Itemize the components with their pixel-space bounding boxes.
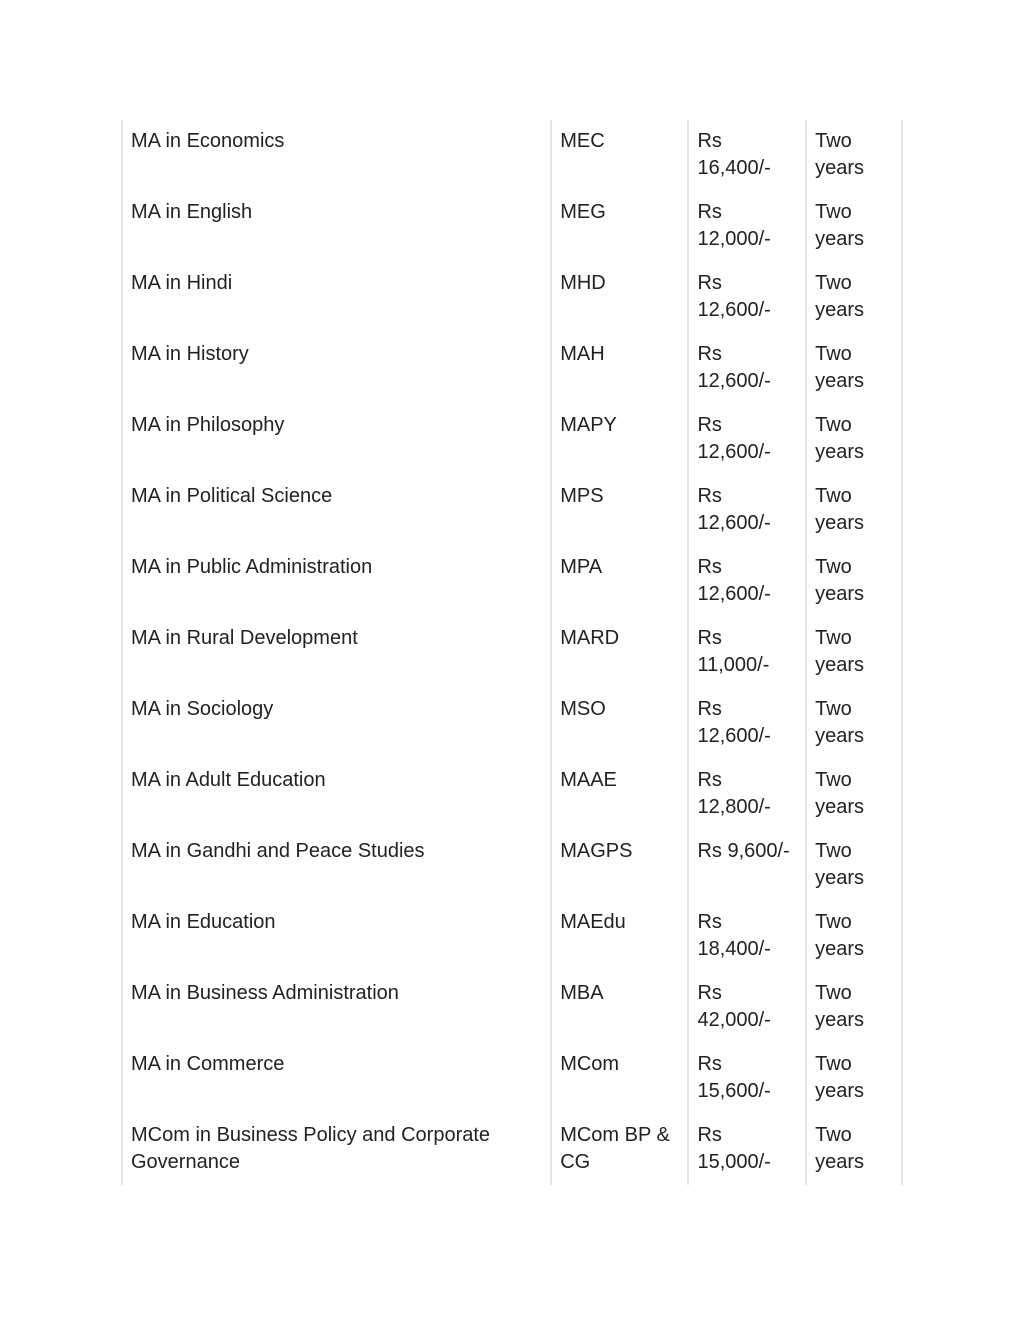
table-row xyxy=(122,475,902,546)
programme-name-cell: MA in Business Administration xyxy=(122,972,551,1043)
programme-name-cell: MA in Sociology xyxy=(122,688,551,759)
programme-duration-cell: Two years xyxy=(806,1114,902,1185)
programme-fee-cell: Rs 18,400/- xyxy=(688,901,806,972)
programme-name-cell: MA in Rural Development xyxy=(122,617,551,688)
programme-code-cell: MCom xyxy=(551,1043,688,1114)
programme-duration-cell: Two years xyxy=(806,1043,902,1114)
programme-code-cell: MHD xyxy=(551,262,688,333)
programme-fee-cell: Rs 16,400/- xyxy=(688,120,806,191)
table-row xyxy=(122,1114,902,1185)
programme-code-cell: MARD xyxy=(551,617,688,688)
programme-fee-cell: Rs 12,600/- xyxy=(688,404,806,475)
programme-duration-cell: Two years xyxy=(806,333,902,404)
programme-duration-cell: Two years xyxy=(806,830,902,901)
programme-fee-cell: Rs 11,000/- xyxy=(688,617,806,688)
table-row xyxy=(122,333,902,404)
programme-code-cell: MAAE xyxy=(551,759,688,830)
table-row xyxy=(122,617,902,688)
programme-duration-cell: Two years xyxy=(806,475,902,546)
programme-duration-cell: Two years xyxy=(806,120,902,191)
table-row xyxy=(122,972,902,1043)
programme-duration-cell: Two years xyxy=(806,617,902,688)
programme-duration-cell: Two years xyxy=(806,901,902,972)
programme-code-cell: MCom BP & CG xyxy=(551,1114,688,1185)
programme-fee-cell: Rs 9,600/- xyxy=(688,830,806,901)
programme-duration-cell: Two years xyxy=(806,759,902,830)
programme-code-cell: MPA xyxy=(551,546,688,617)
programme-fee-cell: Rs 12,600/- xyxy=(688,475,806,546)
programme-fee-cell: Rs 15,600/- xyxy=(688,1043,806,1114)
table-row xyxy=(122,688,902,759)
table-row xyxy=(122,546,902,617)
programme-fee-cell: Rs 42,000/- xyxy=(688,972,806,1043)
programme-duration-cell: Two years xyxy=(806,404,902,475)
programme-name-cell: MA in History xyxy=(122,333,551,404)
programme-name-cell: MA in Hindi xyxy=(122,262,551,333)
programme-code-cell: MEC xyxy=(551,120,688,191)
programme-fee-table xyxy=(121,120,903,1185)
programme-name-cell: MA in Commerce xyxy=(122,1043,551,1114)
programme-duration-cell: Two years xyxy=(806,688,902,759)
table-row xyxy=(122,1043,902,1114)
programme-code-cell: MAH xyxy=(551,333,688,404)
programme-duration-cell: Two years xyxy=(806,972,902,1043)
programme-fee-cell: Rs 15,000/- xyxy=(688,1114,806,1185)
programme-name-cell: MA in Economics xyxy=(122,120,551,191)
programme-code-cell: MPS xyxy=(551,475,688,546)
programme-code-cell: MSO xyxy=(551,688,688,759)
table-row xyxy=(122,262,902,333)
programme-code-cell: MEG xyxy=(551,191,688,262)
programme-code-cell: MAGPS xyxy=(551,830,688,901)
table-row xyxy=(122,404,902,475)
programme-name-cell: MA in Public Administration xyxy=(122,546,551,617)
programme-name-cell: MA in Gandhi and Peace Studies xyxy=(122,830,551,901)
programme-fee-cell: Rs 12,800/- xyxy=(688,759,806,830)
table-row xyxy=(122,191,902,262)
programme-code-cell: MBA xyxy=(551,972,688,1043)
programme-fee-cell: Rs 12,600/- xyxy=(688,688,806,759)
programme-name-cell: MCom in Business Policy and Corporate Governance xyxy=(122,1114,551,1185)
programme-name-cell: MA in Education xyxy=(122,901,551,972)
programme-name-cell: MA in English xyxy=(122,191,551,262)
table-row xyxy=(122,120,902,191)
programme-code-cell: MAPY xyxy=(551,404,688,475)
programme-fee-cell: Rs 12,600/- xyxy=(688,262,806,333)
table-row xyxy=(122,901,902,972)
table-row xyxy=(122,759,902,830)
programme-duration-cell: Two years xyxy=(806,191,902,262)
programme-duration-cell: Two years xyxy=(806,546,902,617)
programme-fee-cell: Rs 12,600/- xyxy=(688,333,806,404)
programme-fee-cell: Rs 12,000/- xyxy=(688,191,806,262)
programme-name-cell: MA in Philosophy xyxy=(122,404,551,475)
table-row xyxy=(122,830,902,901)
programme-name-cell: MA in Political Science xyxy=(122,475,551,546)
programme-name-cell: MA in Adult Education xyxy=(122,759,551,830)
programme-code-cell: MAEdu xyxy=(551,901,688,972)
programme-fee-cell: Rs 12,600/- xyxy=(688,546,806,617)
programme-duration-cell: Two years xyxy=(806,262,902,333)
